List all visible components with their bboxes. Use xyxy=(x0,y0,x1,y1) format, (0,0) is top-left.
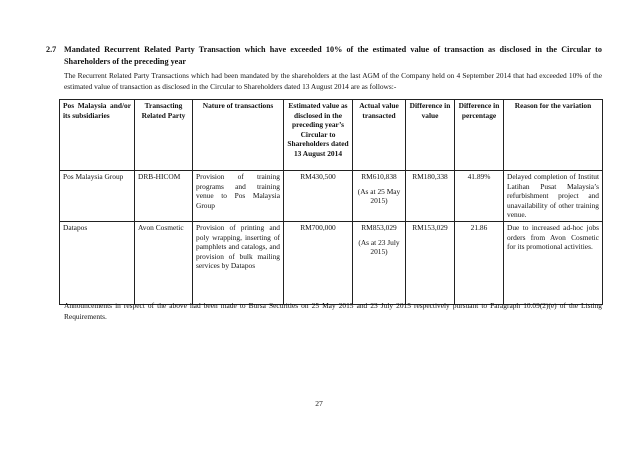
header-entity: Pos Malaysia and/or its subsidiaries xyxy=(60,100,135,171)
cell-estimated: RM700,000 xyxy=(284,222,353,305)
header-nature: Nature of transactions xyxy=(193,100,284,171)
table-row xyxy=(60,171,603,222)
header-party: Transacting Related Party xyxy=(135,100,193,171)
cell-percentage: 21.86 xyxy=(455,222,504,305)
header-estimated: Estimated value as disclosed in the preceding year’s Circular to Shareholders dated 13 August 2014 xyxy=(284,100,353,171)
rrpt-table xyxy=(59,99,603,305)
table-header-row xyxy=(60,100,603,171)
header-percentage: Difference in percentage xyxy=(455,100,504,171)
cell-estimated: RM430,500 xyxy=(284,171,353,222)
announcement-paragraph: Announcements in respect of the above had been made to Bursa Securities on 25 May 2015 and 23 July 2015 respectively pursuant to Paragraph 10.09(2)(e) of the Listing Requirements. xyxy=(64,301,602,321)
actual-value: RM853,029 xyxy=(361,223,397,232)
cell-reason: Due to increased ad-hoc jobs orders from Avon Cosmetic for its promotional activities. xyxy=(504,222,603,305)
actual-date-note: (As at 25 May 2015) xyxy=(357,186,401,206)
cell-party: Avon Cosmetic xyxy=(135,222,193,305)
table-row xyxy=(60,222,603,305)
cell-actual xyxy=(353,171,406,222)
cell-difference: RM180,338 xyxy=(406,171,455,222)
section-title: Mandated Recurrent Related Party Transaction which have exceeded 10% of the estimated value of transaction as disclosed in the Circular to Shareholders of the preceding year xyxy=(64,45,602,66)
cell-entity: Pos Malaysia Group xyxy=(60,171,135,222)
cell-nature: Provision of training programs and training venue to Pos Malaysia Group xyxy=(193,171,284,222)
cell-entity: Datapos xyxy=(60,222,135,305)
page-number: 27 xyxy=(315,399,323,408)
cell-percentage: 41.89% xyxy=(455,171,504,222)
actual-date-note: (As at 23 July 2015) xyxy=(358,237,400,257)
header-reason: Reason for the variation xyxy=(504,100,603,171)
cell-actual xyxy=(353,222,406,305)
header-actual: Actual value transacted xyxy=(353,100,406,171)
cell-difference: RM153,029 xyxy=(406,222,455,305)
cell-nature: Provision of printing and poly wrapping, inserting of pamphlets and catalogs, and provision of bulk mailing services by Datapos xyxy=(193,222,284,305)
actual-value: RM610,838 xyxy=(361,172,397,181)
section-number: 2.7 xyxy=(46,45,57,54)
cell-party: DRB-HICOM xyxy=(135,171,193,222)
cell-reason: Delayed completion of Institut Latihan Pusat Malaysia’s refurbishment project and unavailability of other training venue. xyxy=(504,171,603,222)
header-difference: Difference in value xyxy=(406,100,455,171)
section-heading xyxy=(46,44,602,67)
intro-paragraph: The Recurrent Related Party Transactions which had been mandated by the shareholders at the last AGM of the Company held on 4 September 2014 that had exceeded 10% of the estimated value of transaction as disclosed in the Circular to Shareholders dated 13 August 2014 are as follows:- xyxy=(64,71,602,91)
